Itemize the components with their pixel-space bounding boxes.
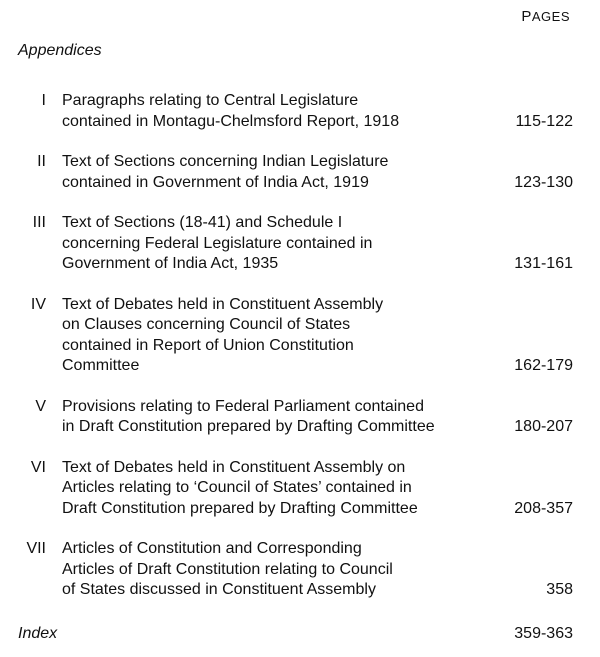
appendix-list bbox=[0, 91, 600, 621]
index-label: Index bbox=[18, 625, 58, 642]
appendix-line: Paragraphs relating to Central Legislature bbox=[62, 92, 359, 109]
appendix-line: Committee bbox=[62, 357, 140, 374]
appendix-line: contained in Government of India Act, 1919 bbox=[62, 173, 369, 191]
appendix-pages: 358 bbox=[546, 581, 573, 598]
appendix-description bbox=[62, 397, 492, 438]
appendix-line: Government of India Act, 1935 bbox=[62, 255, 279, 272]
appendix-entry-6[interactable] bbox=[0, 458, 600, 520]
appendix-pages: 208-357 bbox=[514, 499, 573, 517]
appendix-description bbox=[62, 213, 492, 275]
appendix-description bbox=[62, 152, 492, 193]
appendix-entry-4[interactable] bbox=[0, 295, 600, 377]
appendix-description bbox=[62, 295, 492, 377]
appendix-pages: 131-161 bbox=[514, 255, 573, 272]
appendix-entry-1[interactable] bbox=[0, 91, 600, 132]
appendix-line: Text of Debates held in Constituent Assembly bbox=[62, 295, 384, 313]
appendix-description bbox=[62, 539, 492, 601]
appendix-entry-5[interactable] bbox=[0, 397, 600, 438]
appendices-heading: Appendices bbox=[18, 42, 102, 59]
appendix-line: contained in Report of Union Constitution bbox=[62, 336, 354, 354]
appendix-pages: 115-122 bbox=[515, 112, 573, 130]
appendix-numeral: I bbox=[41, 92, 46, 109]
pages-column-header bbox=[521, 8, 570, 25]
appendix-line: Articles of Draft Constitution relating to Council bbox=[62, 560, 393, 578]
appendix-line: of States discussed in Constituent Assembly bbox=[62, 581, 376, 598]
appendix-line: in Draft Constitution prepared by Drafting Committee bbox=[62, 418, 435, 435]
appendix-line: Text of Sections concerning Indian Legislature bbox=[62, 153, 389, 170]
appendix-numeral: V bbox=[35, 397, 46, 415]
appendix-numeral: VII bbox=[26, 540, 46, 557]
appendix-line: Text of Sections (18-41) and Schedule I bbox=[62, 214, 343, 231]
appendix-line: concerning Federal Legislature contained in bbox=[62, 234, 373, 252]
appendix-numeral: IV bbox=[30, 295, 46, 313]
appendix-line: Articles relating to ‘Council of States’ contained in bbox=[62, 479, 412, 496]
appendix-pages: 180-207 bbox=[514, 418, 573, 435]
index-pages: 359-363 bbox=[514, 625, 573, 642]
appendix-entry-7[interactable] bbox=[0, 539, 600, 601]
pages-header-initial: P bbox=[521, 8, 532, 25]
appendix-entry-2[interactable] bbox=[0, 152, 600, 193]
appendix-numeral: III bbox=[32, 214, 46, 231]
appendix-line: Draft Constitution prepared by Drafting Committee bbox=[62, 499, 418, 517]
appendix-line: Articles of Constitution and Corresponding bbox=[62, 540, 362, 557]
appendix-entry-3[interactable] bbox=[0, 213, 600, 275]
appendix-description bbox=[62, 91, 492, 132]
appendix-pages: 123-130 bbox=[514, 173, 573, 191]
pages-header-rest: AGES bbox=[531, 9, 570, 24]
appendix-line: Text of Debates held in Constituent Assembly on bbox=[62, 458, 406, 476]
appendix-pages: 162-179 bbox=[514, 357, 573, 374]
appendix-line: Provisions relating to Federal Parliament contained bbox=[62, 397, 424, 415]
appendix-line: contained in Montagu-Chelmsford Report, 1918 bbox=[62, 112, 400, 130]
appendix-line: on Clauses concerning Council of States bbox=[62, 316, 351, 333]
appendix-description bbox=[62, 458, 492, 520]
appendix-numeral: VI bbox=[30, 458, 46, 476]
appendix-numeral: II bbox=[37, 153, 46, 170]
